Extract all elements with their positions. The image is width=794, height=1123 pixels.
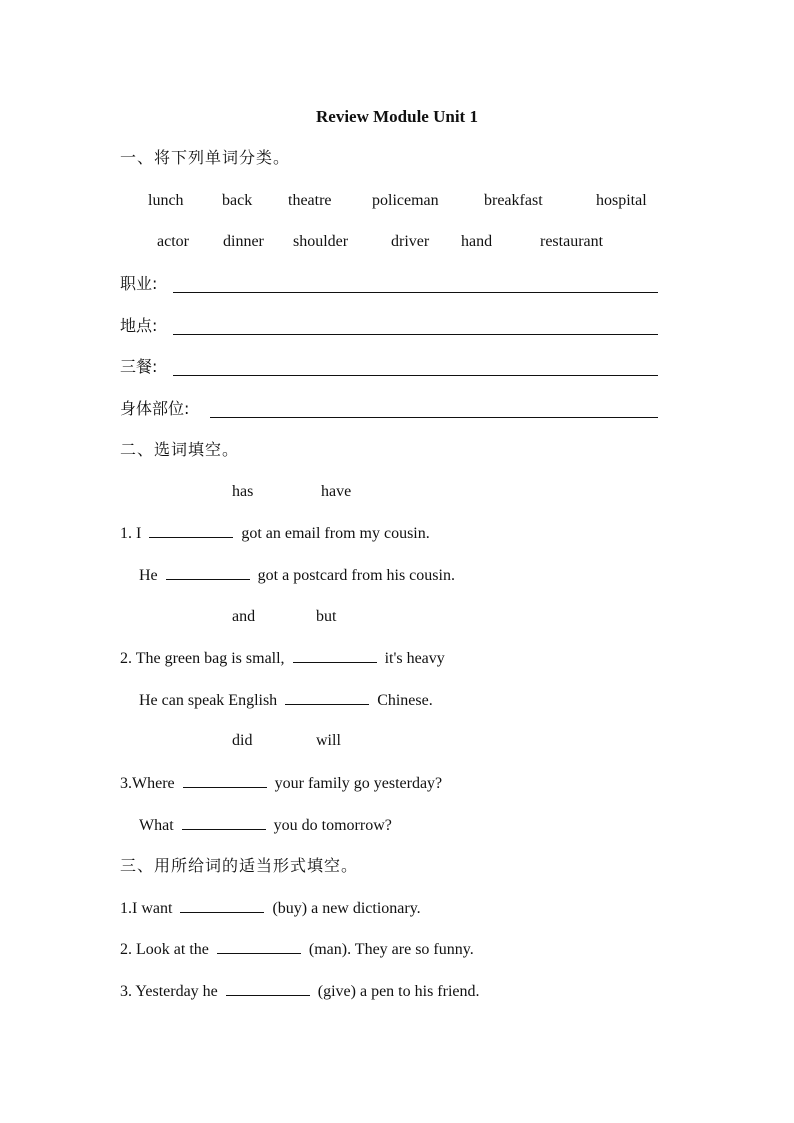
- option-but: but: [316, 608, 337, 625]
- question-text: 2. Look at the: [120, 941, 209, 958]
- word-hand: hand: [461, 233, 493, 250]
- answer-blank[interactable]: [182, 815, 266, 830]
- question-text: (buy) a new dictionary.: [272, 900, 421, 917]
- option-will: will: [316, 732, 341, 749]
- question-3b: [139, 815, 392, 836]
- answer-blank[interactable]: [285, 690, 369, 705]
- question-text: 1. I: [120, 525, 142, 542]
- question-text: (man). They are so funny.: [308, 941, 474, 958]
- answer-blank[interactable]: [149, 523, 233, 538]
- question-3a: [120, 773, 442, 794]
- category-label-meals: 三餐:: [120, 357, 158, 376]
- question-text: What: [139, 817, 174, 834]
- word-theatre: theatre: [288, 192, 332, 209]
- option-and: and: [232, 608, 256, 625]
- word-breakfast: breakfast: [484, 192, 543, 209]
- question-2b: [139, 690, 433, 711]
- question-text: 3. Yesterday he: [120, 983, 218, 1000]
- category-answer-line-places[interactable]: [173, 334, 658, 335]
- question-1a: [120, 523, 430, 544]
- option-has: has: [232, 483, 254, 500]
- answer-blank[interactable]: [226, 981, 310, 996]
- question-text: 1.I want: [120, 900, 173, 917]
- word-driver: driver: [391, 233, 430, 250]
- question-text: it's heavy: [384, 650, 445, 667]
- category-answer-line-meals[interactable]: [173, 375, 658, 376]
- question-text: got an email from my cousin.: [241, 525, 430, 542]
- question-text: 3.Where: [120, 775, 175, 792]
- exercise-3-1: [120, 898, 421, 919]
- exercise-3-3: [120, 981, 480, 1002]
- exercise-3-2: [120, 939, 474, 960]
- section2-heading: 二、选词填空。: [120, 440, 240, 459]
- question-text: got a postcard from his cousin.: [257, 567, 455, 584]
- category-answer-line-body-parts[interactable]: [210, 417, 658, 418]
- word-lunch: lunch: [148, 192, 184, 209]
- word-dinner: dinner: [223, 233, 264, 250]
- answer-blank[interactable]: [180, 898, 264, 913]
- answer-blank[interactable]: [166, 565, 250, 580]
- question-text: 2. The green bag is small,: [120, 650, 285, 667]
- option-did: did: [232, 732, 253, 749]
- question-text: your family go yesterday?: [274, 775, 443, 792]
- answer-blank[interactable]: [217, 939, 301, 954]
- word-shoulder: shoulder: [293, 233, 349, 250]
- category-label-body-parts: 身体部位:: [120, 399, 190, 418]
- word-policeman: policeman: [372, 192, 439, 209]
- question-text: (give) a pen to his friend.: [317, 983, 480, 1000]
- option-have: have: [321, 483, 352, 500]
- word-back: back: [222, 192, 253, 209]
- question-text: He: [139, 567, 158, 584]
- category-label-jobs: 职业:: [120, 274, 158, 293]
- answer-blank[interactable]: [293, 648, 377, 663]
- category-label-places: 地点:: [120, 316, 158, 335]
- word-hospital: hospital: [596, 192, 647, 209]
- page-title: Review Module Unit 1: [316, 107, 478, 126]
- question-text: He can speak English: [139, 692, 278, 709]
- question-2a: [120, 648, 445, 669]
- section3-heading: 三、用所给词的适当形式填空。: [120, 856, 359, 875]
- word-actor: actor: [157, 233, 189, 250]
- question-1b: [139, 565, 455, 586]
- answer-blank[interactable]: [183, 773, 267, 788]
- question-text: you do tomorrow?: [273, 817, 392, 834]
- question-text: Chinese.: [377, 692, 433, 709]
- section1-heading: 一、将下列单词分类。: [120, 148, 291, 167]
- word-restaurant: restaurant: [540, 233, 604, 250]
- category-answer-line-jobs[interactable]: [173, 292, 658, 293]
